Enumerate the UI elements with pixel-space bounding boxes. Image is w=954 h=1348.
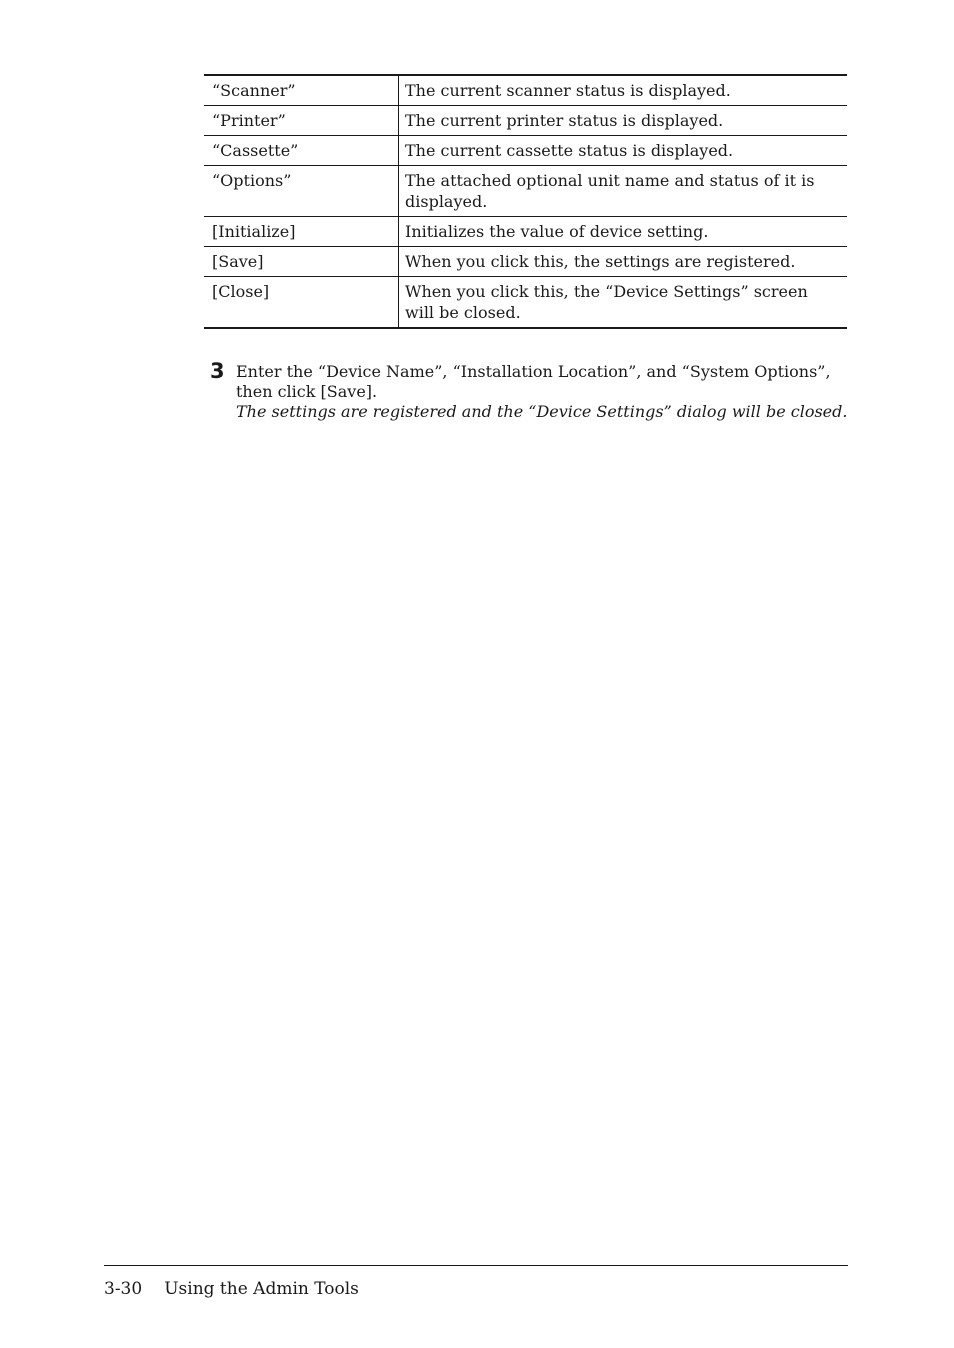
row-key: [Initialize]: [204, 217, 399, 247]
step-body: [236, 360, 850, 422]
row-key: “Options”: [204, 166, 399, 217]
row-description: The current cassette status is displayed.: [399, 136, 848, 166]
row-description: Initializes the value of device setting.: [399, 217, 848, 247]
section-title: Using the Admin Tools: [164, 1279, 359, 1299]
step-instruction: Enter the “Device Name”, “Installation Location”, and “System Options”, then click [Save].: [236, 362, 831, 401]
table-row: [204, 166, 847, 217]
row-key: “Scanner”: [204, 75, 399, 106]
row-description: The current printer status is displayed.: [399, 106, 848, 136]
row-description: The current scanner status is displayed.: [399, 75, 848, 106]
row-key: [Save]: [204, 247, 399, 277]
step-3: [210, 360, 850, 422]
row-description: When you click this, the settings are registered.: [399, 247, 848, 277]
table-row: [204, 75, 847, 106]
step-result: The settings are registered and the “Device Settings” dialog will be closed.: [236, 402, 848, 421]
row-key: [Close]: [204, 277, 399, 329]
footer-divider: [104, 1265, 848, 1266]
table-row: [204, 217, 847, 247]
settings-table: [204, 74, 847, 329]
table-row: [204, 106, 847, 136]
row-description: When you click this, the “Device Settings” screen will be closed.: [399, 277, 848, 329]
row-description: The attached optional unit name and status of it is displayed.: [399, 166, 848, 217]
page-number: 3-30: [104, 1279, 143, 1299]
table-row: [204, 277, 847, 329]
row-key: “Cassette”: [204, 136, 399, 166]
step-number: 3: [210, 359, 225, 383]
table-row: [204, 136, 847, 166]
page-footer: [104, 1278, 359, 1300]
table-row: [204, 247, 847, 277]
row-key: “Printer”: [204, 106, 399, 136]
